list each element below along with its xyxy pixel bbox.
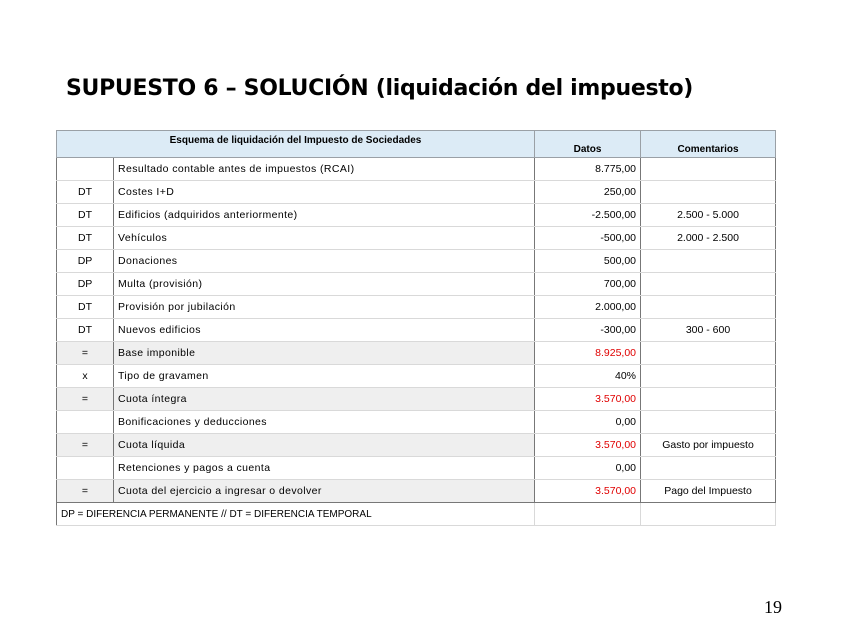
- table-header-row: [57, 131, 776, 158]
- row-comment: [641, 388, 776, 411]
- table-row: [57, 388, 776, 411]
- row-value: 500,00: [535, 250, 641, 273]
- row-concept: Vehículos: [114, 227, 535, 250]
- header-comments: Comentarios: [641, 131, 776, 158]
- header-scheme: Esquema de liquidación del Impuesto de Sociedades: [57, 131, 535, 158]
- row-concept: Cuota líquida: [114, 434, 535, 457]
- row-value: 0,00: [535, 457, 641, 480]
- row-comment: [641, 250, 776, 273]
- row-concept: Multa (provisión): [114, 273, 535, 296]
- row-comment: [641, 296, 776, 319]
- row-comment: Pago del Impuesto: [641, 480, 776, 503]
- row-code: DT: [57, 227, 114, 250]
- row-concept: Resultado contable antes de impuestos (RCAI): [114, 158, 535, 181]
- row-comment: 2.500 - 5.000: [641, 204, 776, 227]
- row-comment: [641, 411, 776, 434]
- table-row: [57, 273, 776, 296]
- row-code: =: [57, 388, 114, 411]
- row-value: 3.570,00: [535, 434, 641, 457]
- row-value: 3.570,00: [535, 480, 641, 503]
- row-code: DT: [57, 181, 114, 204]
- row-value: -300,00: [535, 319, 641, 342]
- row-comment: [641, 158, 776, 181]
- table-row: [57, 480, 776, 503]
- row-concept: Costes I+D: [114, 181, 535, 204]
- table-row: [57, 434, 776, 457]
- row-value: 3.570,00: [535, 388, 641, 411]
- row-comment: 300 - 600: [641, 319, 776, 342]
- footnote-row: [57, 503, 776, 526]
- row-code: [57, 457, 114, 480]
- table-row: [57, 296, 776, 319]
- row-value: 2.000,00: [535, 296, 641, 319]
- footnote: DP = DIFERENCIA PERMANENTE // DT = DIFERENCIA TEMPORAL: [57, 503, 535, 526]
- table-row: [57, 250, 776, 273]
- row-code: [57, 411, 114, 434]
- row-comment: [641, 342, 776, 365]
- table-row: [57, 158, 776, 181]
- row-value: 40%: [535, 365, 641, 388]
- row-value: 8.925,00: [535, 342, 641, 365]
- tax-liquidation-table: [56, 130, 776, 526]
- row-value: -500,00: [535, 227, 641, 250]
- table-row: [57, 319, 776, 342]
- table-row: [57, 365, 776, 388]
- row-concept: Nuevos edificios: [114, 319, 535, 342]
- row-concept: Cuota del ejercicio a ingresar o devolver: [114, 480, 535, 503]
- row-concept: Bonificaciones y deducciones: [114, 411, 535, 434]
- row-value: -2.500,00: [535, 204, 641, 227]
- row-value: 700,00: [535, 273, 641, 296]
- row-code: DP: [57, 273, 114, 296]
- row-comment: [641, 365, 776, 388]
- table-row: [57, 457, 776, 480]
- row-code: [57, 158, 114, 181]
- row-value: 8.775,00: [535, 158, 641, 181]
- row-code: =: [57, 342, 114, 365]
- row-concept: Tipo de gravamen: [114, 365, 535, 388]
- row-comment: [641, 457, 776, 480]
- row-code: =: [57, 434, 114, 457]
- row-concept: Edificios (adquiridos anteriormente): [114, 204, 535, 227]
- slide-title: SUPUESTO 6 – SOLUCIÓN (liquidación del impuesto): [66, 76, 694, 101]
- row-code: DT: [57, 319, 114, 342]
- row-value: 250,00: [535, 181, 641, 204]
- footnote-blank-cell: [535, 503, 641, 526]
- row-code: =: [57, 480, 114, 503]
- row-concept: Provisión por jubilación: [114, 296, 535, 319]
- row-concept: Base imponible: [114, 342, 535, 365]
- table-row: [57, 342, 776, 365]
- table-row: [57, 204, 776, 227]
- row-comment: 2.000 - 2.500: [641, 227, 776, 250]
- row-concept: Donaciones: [114, 250, 535, 273]
- footnote-blank-cell: [641, 503, 776, 526]
- row-value: 0,00: [535, 411, 641, 434]
- row-comment: [641, 273, 776, 296]
- page-number: 19: [764, 597, 782, 617]
- row-concept: Cuota íntegra: [114, 388, 535, 411]
- row-code: DP: [57, 250, 114, 273]
- row-comment: [641, 181, 776, 204]
- row-concept: Retenciones y pagos a cuenta: [114, 457, 535, 480]
- table-row: [57, 227, 776, 250]
- header-data: Datos: [535, 131, 641, 158]
- table-row: [57, 411, 776, 434]
- row-code: DT: [57, 204, 114, 227]
- row-code: x: [57, 365, 114, 388]
- row-code: DT: [57, 296, 114, 319]
- row-comment: Gasto por impuesto: [641, 434, 776, 457]
- table-row: [57, 181, 776, 204]
